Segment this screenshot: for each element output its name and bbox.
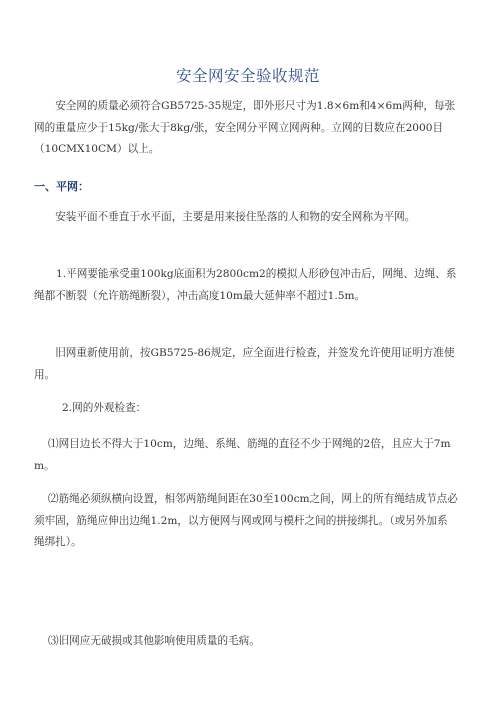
section-heading-flat-net: 一、平网：	[34, 180, 89, 193]
requirement-item-1: 1.平网要能承受重100kg底面积为2800cm2的模拟人形砂包冲击后，网绳、边绳、系绳都不断裂（允许筋绳断裂），冲击高度10m最大延伸率不超过1.5m。	[34, 268, 457, 302]
check-item-1: ⑴网目边长不得大于10cm，边绳、系绳、筋绳的直径不少于网绳的2倍，且应大于7mm。	[34, 438, 451, 472]
requirement-item-2: 2.网的外观检查：	[62, 402, 147, 414]
reuse-paragraph: 旧网重新使用前，按GB5725-86规定，应全面进行检查，并签发允许使用证明方准使用。	[34, 347, 455, 381]
check-item-3: ⑶旧网应无破损或其他影响使用质量的毛病。	[48, 635, 260, 647]
flat-net-description: 安装平面不垂直于水平面，主要是用来接住坠落的人和物的安全网称为平网。	[55, 211, 416, 223]
document-title: 安全网安全验收规范	[175, 67, 320, 85]
check-item-2: ⑵筋绳必须纵横向设置，相邻两筋绳间距在30至100cm之间，网上的所有绳结成节点必须牢固，筋绳应伸出边绳1.2m，以方便网与网或网与模杆之间的拼接绑扎。（或另外加系绳绑扎）。	[34, 493, 458, 548]
intro-paragraph: 安全网的质量必须符合GB5725-35规定，即外形尺寸为1.8×6m和4×6m两种，每张网的重量应少于15kg/张大于8kg/张，安全网分平网立网两种。立网的目数应在2000目（10CMX10CM）以上。	[34, 100, 456, 155]
